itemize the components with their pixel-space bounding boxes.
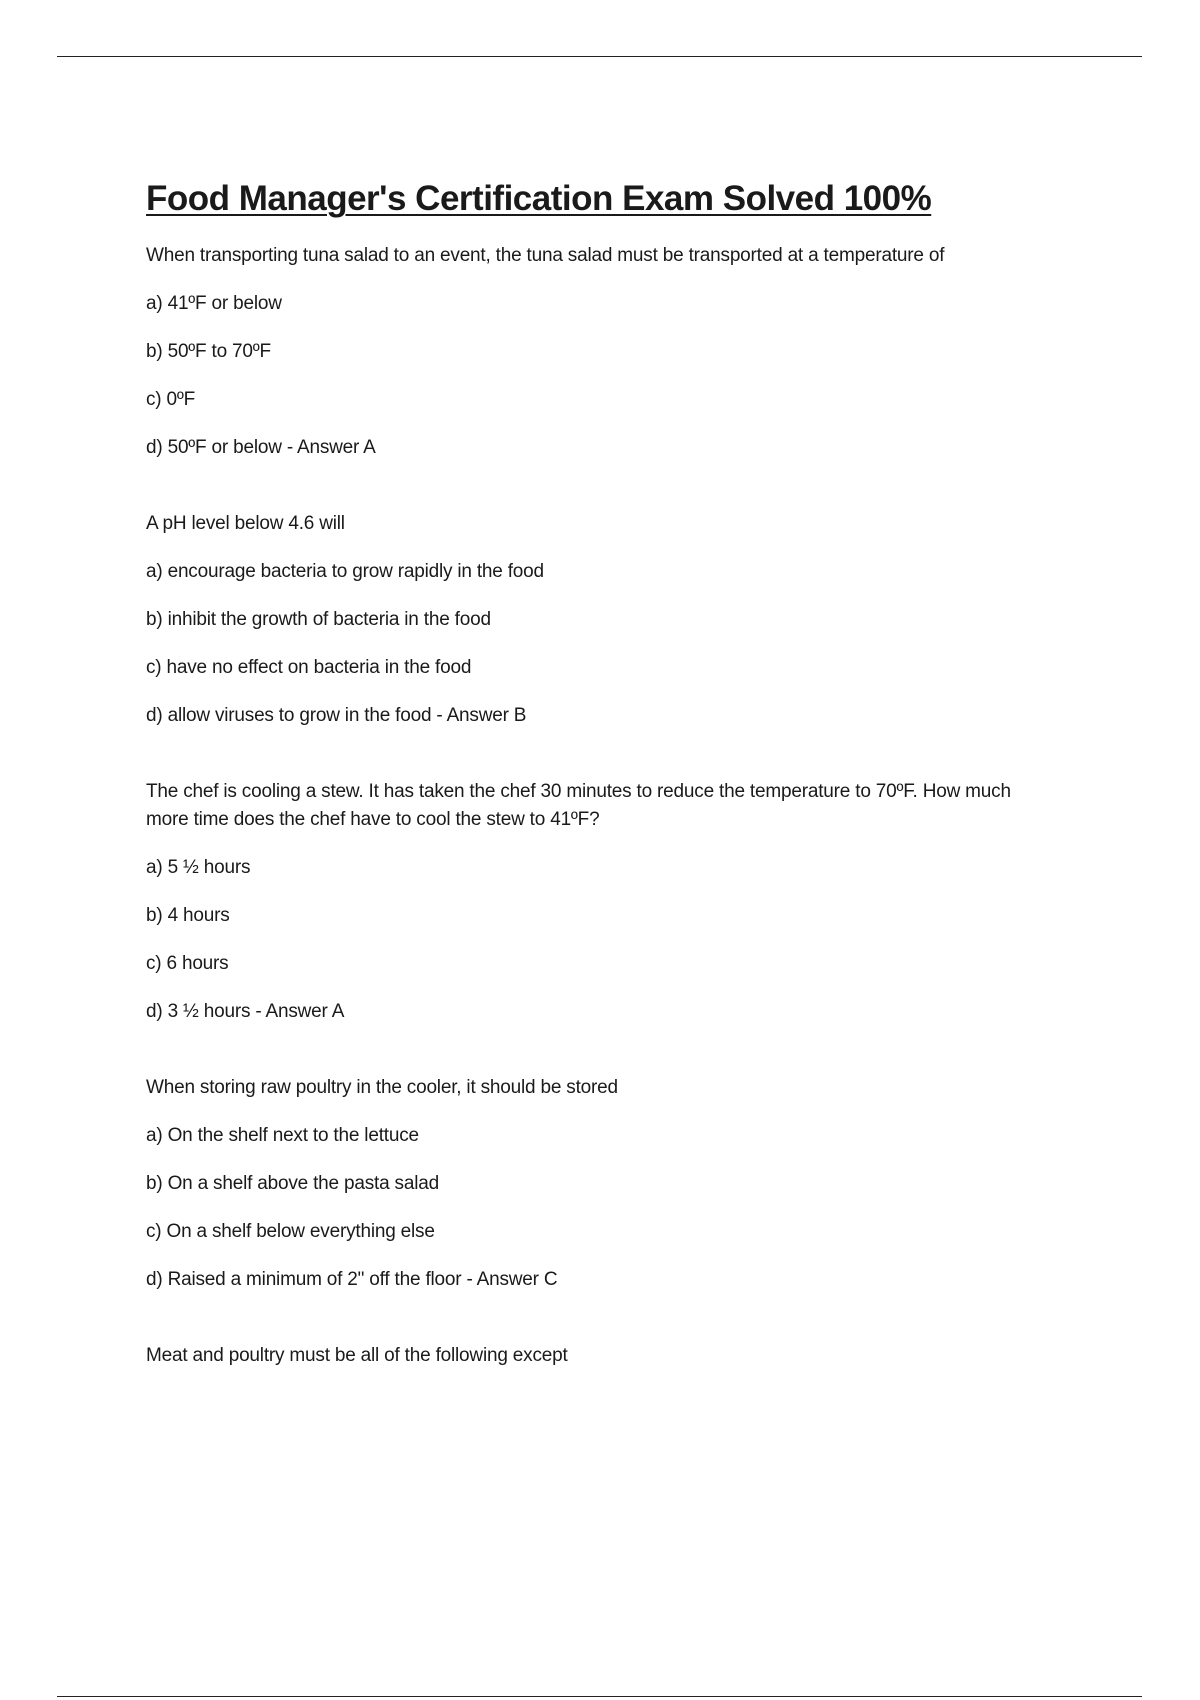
question-text: When transporting tuna salad to an event, the tuna salad must be transported at a temperature of [146,245,945,266]
option-b: b) 50ºF to 70ºF [146,341,271,362]
question-4 [146,1074,1046,1294]
option-c: c) 0ºF [146,389,196,410]
document-body [146,178,1046,1418]
option-a: a) On the shelf next to the lettuce [146,1125,419,1146]
question-text: The chef is cooling a stew. It has taken the chef 30 minutes to reduce the temperature to 70ºF. How much more time does the chef have to cool the stew to 41ºF? [146,781,1011,830]
question-3 [146,778,1046,1026]
question-text: Meat and poultry must be all of the following except [146,1345,568,1366]
option-a: a) 41ºF or below [146,293,282,314]
question-2 [146,510,1046,730]
option-c: c) 6 hours [146,953,229,974]
option-b: b) 4 hours [146,905,230,926]
option-b: b) inhibit the growth of bacteria in the food [146,609,491,630]
document-title: Food Manager's Certification Exam Solved 100% [146,179,932,218]
question-5 [146,1342,1046,1370]
question-text: A pH level below 4.6 will [146,513,345,534]
question-text: When storing raw poultry in the cooler, it should be stored [146,1077,618,1098]
option-c: c) On a shelf below everything else [146,1221,435,1242]
header-rule [57,56,1142,57]
option-b: b) On a shelf above the pasta salad [146,1173,439,1194]
option-a: a) encourage bacteria to grow rapidly in the food [146,561,544,582]
footer-rule [57,1696,1142,1697]
option-d-with-answer: d) 50ºF or below - Answer A [146,437,376,458]
option-c: c) have no effect on bacteria in the food [146,657,472,678]
question-1 [146,242,1046,462]
option-d-with-answer: d) Raised a minimum of 2" off the floor - Answer C [146,1269,558,1290]
option-d-with-answer: d) allow viruses to grow in the food - Answer B [146,705,527,726]
option-a: a) 5 ½ hours [146,857,251,878]
option-d-with-answer: d) 3 ½ hours - Answer A [146,1001,345,1022]
